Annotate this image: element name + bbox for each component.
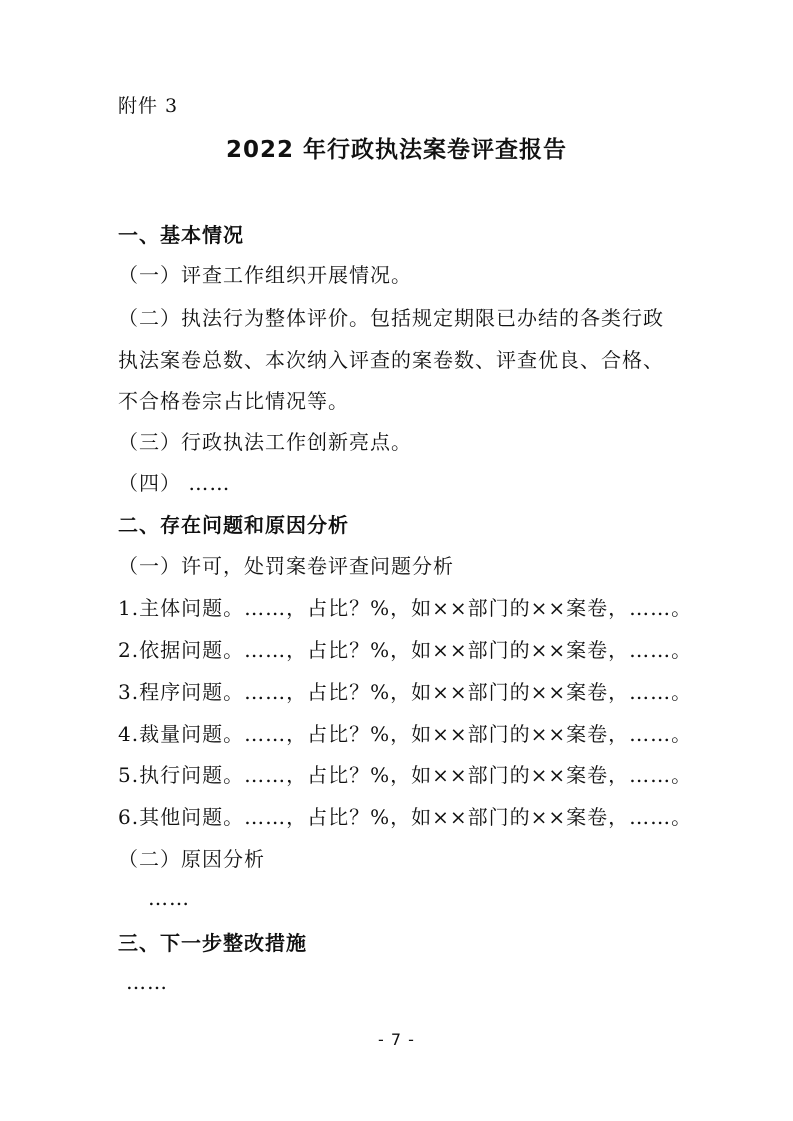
section1-item-2-cont-1: 执法案卷总数、本次纳入评查的案卷数、评查优良、合格、: [118, 348, 664, 372]
section1-item-2: （二）执法行为整体评价。包括规定期限已办结的各类行政: [118, 306, 664, 330]
section1-item-3: （三）行政执法工作创新亮点。: [118, 430, 412, 454]
section2-sub2-body: ……: [148, 886, 190, 910]
section-heading-problems: 二、存在问题和原因分析: [118, 513, 349, 537]
section2-subheading-1: （一）许可，处罚案卷评查问题分析: [118, 554, 454, 578]
page-number: - 7 -: [378, 1030, 415, 1049]
section-heading-basic-situation: 一、基本情况: [118, 223, 244, 247]
section-heading-next-steps: 三、下一步整改措施: [118, 931, 307, 955]
section1-item-1: （一）评查工作组织开展情况。: [118, 263, 412, 287]
page-title: 2022 年行政执法案卷评查报告: [225, 137, 568, 163]
problem-item-1: 1.主体问题。……，占比？%，如××部门的××案卷，……。: [118, 596, 693, 620]
section3-body: ……: [126, 970, 168, 994]
problem-item-5: 5.执行问题。……，占比？%，如××部门的××案卷，……。: [118, 763, 693, 787]
section1-item-4: （四） ……: [118, 471, 231, 495]
section2-subheading-2: （二）原因分析: [118, 847, 265, 871]
problem-item-4: 4.裁量问题。……，占比？%，如××部门的××案卷，……。: [118, 722, 693, 746]
attachment-label: 附件 3: [118, 95, 179, 117]
section1-item-2-cont-2: 不合格卷宗占比情况等。: [118, 389, 349, 413]
problem-item-6: 6.其他问题。……，占比？%，如××部门的××案卷，……。: [118, 805, 693, 829]
problem-item-3: 3.程序问题。……，占比？%，如××部门的××案卷，……。: [118, 680, 693, 704]
problem-item-2: 2.依据问题。……，占比？%，如××部门的××案卷，……。: [118, 638, 693, 662]
